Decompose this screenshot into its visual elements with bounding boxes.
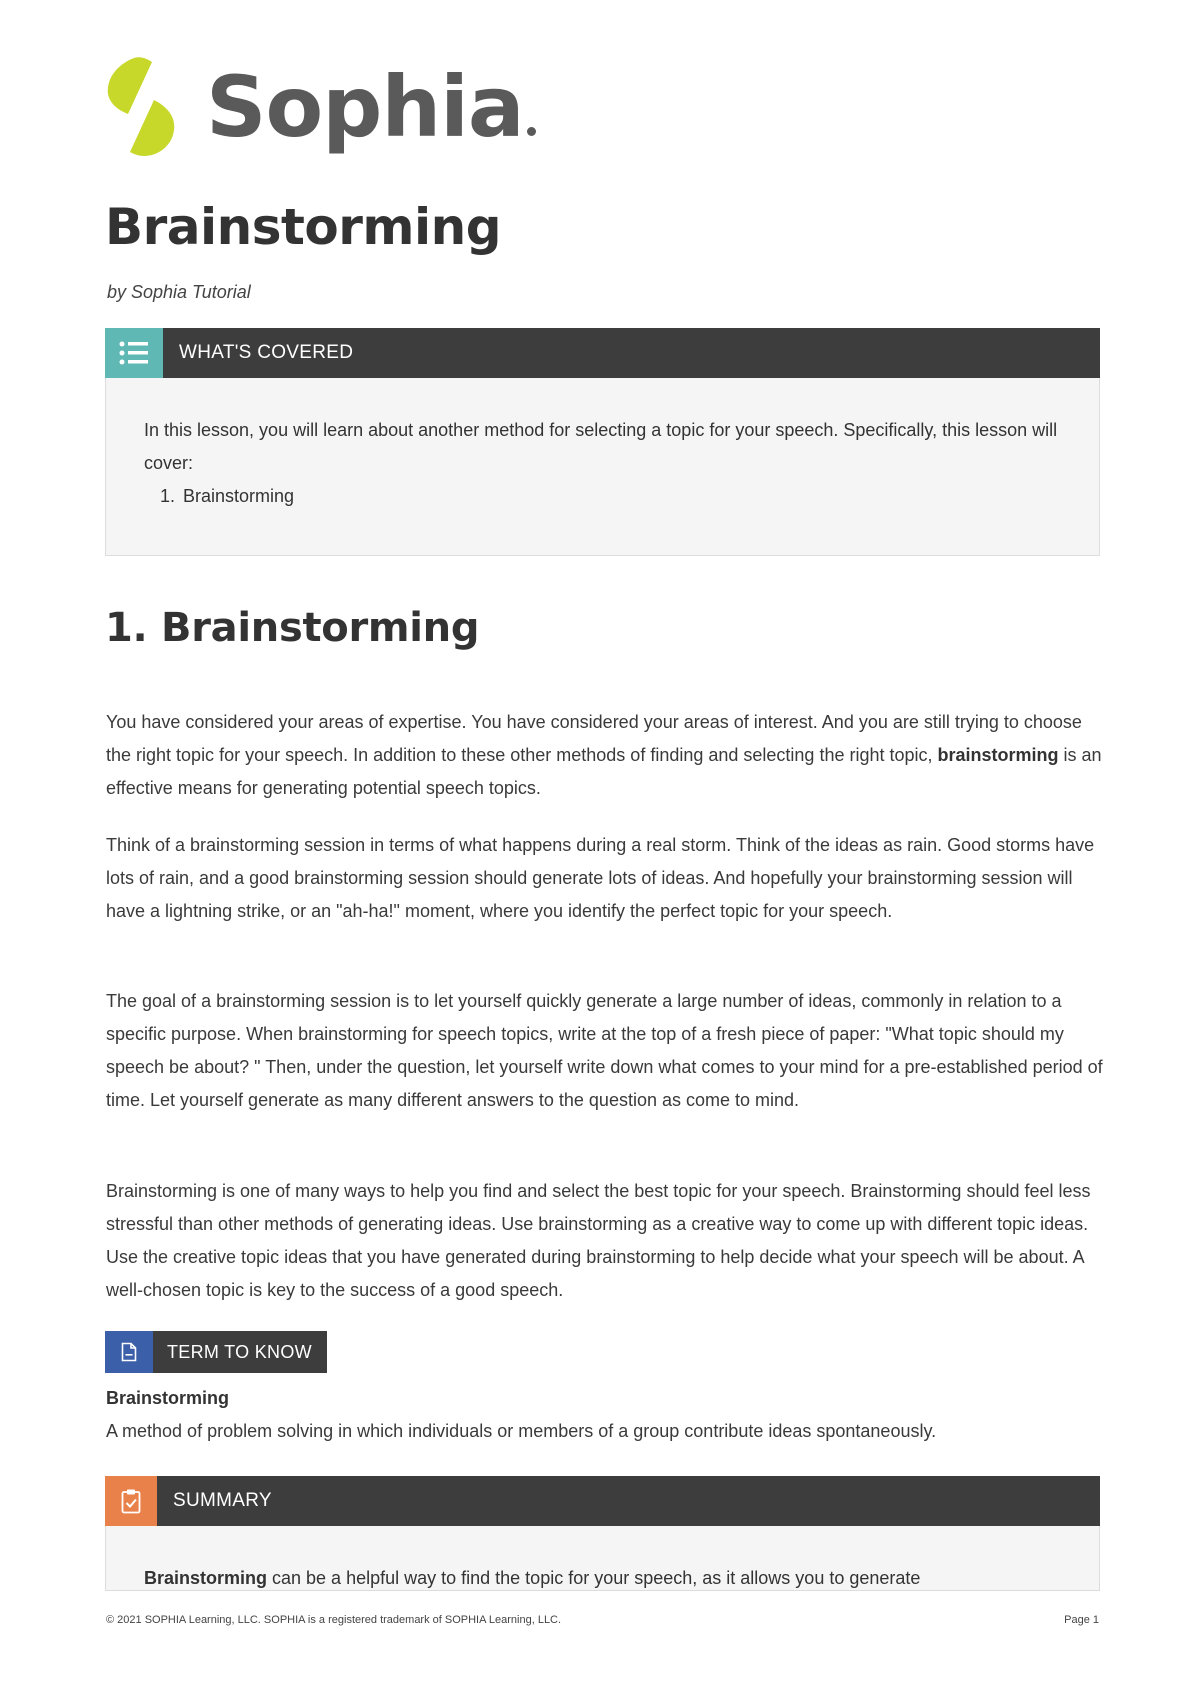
paragraph-1-text-b: is an effective means for generating potential speech topics. bbox=[106, 745, 1102, 798]
list-item-number: 1. bbox=[160, 486, 176, 506]
sophia-wordmark: Sophia bbox=[206, 58, 524, 156]
whats-covered-label: WHAT'S COVERED bbox=[179, 342, 354, 363]
whats-covered-header bbox=[105, 328, 1100, 378]
clipboard-check-icon bbox=[105, 1476, 157, 1526]
section-heading: 1. Brainstorming bbox=[105, 605, 480, 651]
document-icon bbox=[105, 1331, 153, 1373]
summary-header bbox=[105, 1476, 1100, 1526]
summary-bold-term: Brainstorming bbox=[144, 1568, 268, 1588]
summary-text-rest: can be a helpful way to find the topic for your speech, as it allows you to generate bbox=[267, 1568, 921, 1588]
summary-label: SUMMARY bbox=[173, 1490, 272, 1511]
paragraph-1-bold-term: brainstorming bbox=[937, 745, 1059, 765]
sophia-logo bbox=[104, 56, 536, 158]
page-title: Brainstorming bbox=[105, 198, 502, 256]
term-to-know-header bbox=[105, 1331, 327, 1373]
paragraph-1-text-a: You have considered your areas of expertise. You have considered your areas of interest. And you are still trying to choose the right topic for your speech. In addition to these other methods of finding and selecting the right topic, bbox=[106, 712, 1082, 765]
whats-covered-body bbox=[105, 378, 1100, 556]
list-item bbox=[160, 486, 294, 507]
paragraph-2: Think of a brainstorming session in terms of what happens during a real storm. Think of the ideas as rain. Good storms have lots of rain, and a good brainstorming session should generate lots of ideas. And hopefully your brainstorming session will have a lightning strike, or an "ah-ha!" moment, where you identify the perfect topic for your speech. bbox=[106, 835, 1095, 921]
logo-dot bbox=[527, 127, 536, 136]
sophia-logo-mark-icon bbox=[104, 56, 178, 158]
list-icon bbox=[105, 328, 163, 378]
term-definition: A method of problem solving in which individuals or members of a group contribute ideas spontaneously. bbox=[106, 1421, 937, 1441]
summary-body bbox=[105, 1526, 1100, 1591]
footer-copyright: © 2021 SOPHIA Learning, LLC. SOPHIA is a registered trademark of SOPHIA Learning, LLC. bbox=[106, 1614, 562, 1626]
term-word: Brainstorming bbox=[106, 1388, 230, 1408]
whats-covered-list bbox=[160, 486, 294, 507]
paragraph-3: The goal of a brainstorming session is to let yourself quickly generate a large number of ideas, commonly in relation to a specific purpose. When brainstorming for speech topics, write at the top of a fresh piece of paper: "What topic should my speech be about? " Then, under the question, let yourself write down what comes to your mind for a pre-established period of time. Let yourself generate as many different answers to the question as come to mind. bbox=[106, 991, 1103, 1110]
summary-text bbox=[144, 1562, 1074, 1591]
paragraph-4: Brainstorming is one of many ways to help you find and select the best topic for your speech. Brainstorming should feel less stressful than other methods of generating ideas. Use brainstorming as a creative way to come up with different topic ideas. Use the creative topic ideas that you have generated during brainstorming to help decide what your speech will be about. A well-chosen topic is key to the success of a good speech. bbox=[106, 1181, 1091, 1300]
list-item-text: Brainstorming bbox=[183, 486, 295, 506]
paragraph-1 bbox=[106, 706, 1104, 805]
term-to-know-label: TERM TO KNOW bbox=[167, 1341, 312, 1362]
footer-page-number: Page 1 bbox=[1064, 1614, 1099, 1626]
byline: by Sophia Tutorial bbox=[107, 282, 251, 302]
whats-covered-intro: In this lesson, you will learn about another method for selecting a topic for your speech. Specifically, this lesson will cover: bbox=[144, 420, 1058, 473]
